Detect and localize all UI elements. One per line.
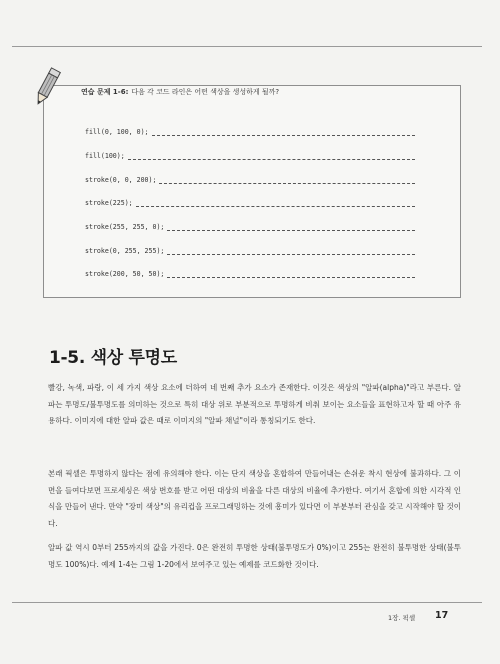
exercise-line (85, 243, 415, 255)
code-snippet: stroke(0, 255, 255); (85, 247, 165, 255)
body-paragraph: 본래 픽셀은 투명하지 않다는 점에 유의해야 한다. 이는 단지 색상을 혼합하여 만들어내는 손쉬운 착시 현상에 불과하다. 그 이면을 들여다보면 프로세싱은 색상 번호를 받고 어떤 대상의 비율을 다른 대상의 비율에 추가한다. 여기서 혼합에 의한 시각적 인식을 만들어 낸다. 만약 "장미 색상"의 유리컵을 프로그래밍하는 것에 흥미가 있다면 이 부분부터 관심을 갖고 시작해야 할 것이다. (48, 469, 461, 528)
exercise-line (85, 148, 415, 160)
answer-blank (167, 271, 415, 278)
exercise-line (85, 124, 415, 136)
bottom-divider (12, 602, 482, 603)
body-paragraph: 빨강, 녹색, 파랑, 이 세 가지 색상 요소에 더하여 네 번째 추가 요소가 존재한다. 이것은 색상의 "알파(alpha)"라고 부른다. 알파는 투명도/불투명도를 의미하는 것으로 특히 대상 위로 부분적으로 투명하게 비춰 보이는 요소들을 표현하고자 할 때 아주 유용하다. 이미지에 대한 알파 값은 때로 이미지의 "알파 채널"이라 통칭되기도 한다. (48, 383, 461, 425)
exercise-line (85, 266, 415, 278)
section-title: 1-5. 색상 투명도 (49, 348, 177, 368)
answer-blank (136, 200, 415, 207)
exercise-line (85, 195, 415, 207)
code-snippet: fill(0, 100, 0); (85, 128, 149, 136)
exercise-line (85, 172, 415, 184)
top-divider (12, 46, 482, 47)
code-snippet: stroke(255, 255, 0); (85, 223, 165, 231)
exercise-title (81, 87, 279, 97)
code-snippet: stroke(225); (85, 199, 133, 207)
body-paragraph: 알파 값 역시 0부터 255까지의 값을 가진다. 0은 완전히 투명한 상태(불투명도가 0%)이고 255는 완전히 불투명한 상태(불투명도 100%)다. 예제 1-4는 그림 1-20에서 보여주고 있는 예제를 코드화한 것이다. (48, 543, 461, 569)
exercise-line (85, 219, 415, 231)
answer-blank (167, 224, 415, 231)
answer-blank (167, 248, 415, 255)
code-snippet: fill(100); (85, 152, 125, 160)
answer-blank (159, 177, 415, 184)
answer-blank (128, 153, 415, 160)
code-snippet: stroke(0, 0, 200); (85, 176, 157, 184)
pencil-icon (30, 66, 64, 108)
code-snippet: stroke(200, 50, 50); (85, 270, 165, 278)
exercise-question: 다음 각 코드 라인은 어떤 색상을 생성하게 될까? (131, 88, 280, 96)
footer-chapter: 1장. 픽셀 (388, 614, 416, 622)
exercise-label: 연습 문제 1-6: (81, 88, 129, 96)
answer-blank (152, 129, 415, 136)
page-number: 17 (435, 610, 449, 621)
